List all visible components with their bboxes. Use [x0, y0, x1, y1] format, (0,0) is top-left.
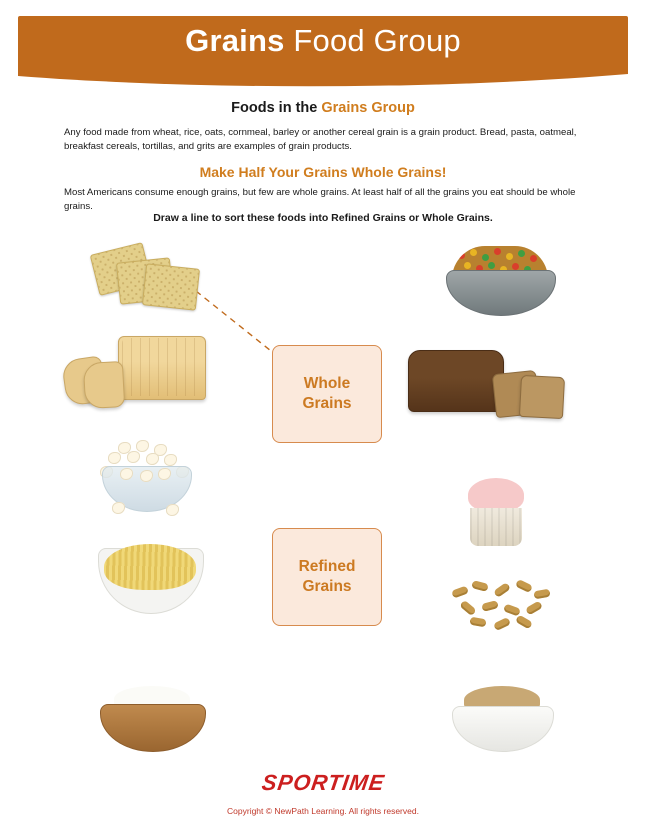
- rotini-piece: [451, 586, 469, 599]
- food-image-whole-grain-crackers[interactable]: [88, 244, 203, 306]
- cupcake-wrapper-pleats: [470, 508, 522, 546]
- category-box-refined-grains[interactable]: [272, 528, 382, 626]
- food-image-bowl-of-brown-rice[interactable]: [452, 686, 552, 752]
- cereal-piece: [506, 253, 513, 260]
- sportime-logo-text: SPORTIME: [260, 770, 387, 795]
- cereal-piece: [482, 254, 489, 261]
- activity-instruction: Draw a line to sort these foods into Refined Grains or Whole Grains.: [153, 212, 493, 224]
- popcorn-kernel: [112, 502, 125, 514]
- white-bowl: [452, 706, 554, 752]
- cereal-piece: [470, 249, 477, 256]
- rotini-piece: [469, 617, 486, 628]
- bread-slice: [83, 361, 125, 409]
- category-refined-label-line2: Grains: [302, 578, 352, 595]
- food-image-bowl-of-white-rice[interactable]: [100, 686, 204, 752]
- foods-heading-plain: Foods in the: [231, 100, 322, 116]
- popcorn-kernel: [136, 440, 149, 452]
- cereal-piece: [512, 263, 519, 270]
- page-header: [0, 0, 646, 92]
- rotini-piece: [493, 617, 511, 631]
- page-title-light: Food Group: [284, 23, 461, 58]
- rotini-piece: [459, 600, 476, 616]
- cracker-piece: [142, 263, 200, 310]
- cupcake-frosting: [468, 478, 524, 512]
- food-image-whole-wheat-bread-loaf[interactable]: [408, 344, 568, 430]
- rotini-piece: [493, 582, 511, 598]
- food-image-bowl-of-popcorn[interactable]: [96, 440, 200, 520]
- cereal-piece: [530, 255, 537, 262]
- category-refined-label-line1: Refined: [298, 558, 356, 575]
- foods-paragraph: Any food made from wheat, rice, oats, cornmeal, barley or another cereal grain is a grain product. Bread, pasta, oatmeal, breakfast cereals, tortillas, and grits are examples of grain products.: [64, 127, 577, 152]
- popcorn-kernel: [146, 453, 159, 465]
- wheat-loaf: [408, 350, 504, 412]
- foods-heading-accent: Grains Group: [321, 100, 415, 116]
- page-title-bold: Grains: [185, 23, 285, 58]
- cereal-piece: [458, 252, 465, 259]
- rotini-piece: [515, 579, 533, 593]
- rotini-piece: [503, 604, 521, 617]
- wooden-bowl: [100, 704, 206, 752]
- bread-slice-lines: [122, 338, 200, 396]
- cereal-piece: [494, 248, 501, 255]
- food-image-bowl-of-colorful-cereal[interactable]: [442, 244, 558, 316]
- gray-bowl: [446, 270, 556, 316]
- popcorn-kernel: [108, 452, 121, 464]
- sportime-logo: [0, 770, 646, 796]
- half-grains-heading: Make Half Your Grains Whole Grains!: [199, 164, 447, 180]
- popcorn-kernel: [127, 451, 140, 463]
- page-title: [0, 22, 646, 60]
- category-whole-label-line1: Whole: [303, 375, 351, 392]
- category-whole-label-line2: Grains: [302, 395, 352, 412]
- food-image-whole-wheat-rotini-pasta[interactable]: [446, 578, 558, 638]
- copyright-notice: Copyright © NewPath Learning. All rights reserved.: [227, 806, 419, 816]
- rotini-piece: [533, 589, 550, 600]
- food-image-bowl-of-egg-noodles[interactable]: [98, 540, 202, 618]
- cereal-piece: [464, 262, 471, 269]
- foods-heading: [0, 100, 646, 116]
- rotini-piece: [471, 580, 489, 592]
- noodle-mound: [104, 544, 196, 590]
- popcorn-kernel: [164, 454, 177, 466]
- popcorn-kernel: [166, 504, 179, 516]
- cereal-piece: [488, 262, 495, 269]
- cereal-piece: [518, 250, 525, 257]
- rotini-piece: [481, 600, 499, 612]
- food-image-frosted-cupcake[interactable]: [460, 478, 532, 550]
- wheat-bread-slice: [519, 375, 565, 419]
- rotini-piece: [515, 615, 533, 630]
- food-image-sliced-white-bread-loaf[interactable]: [62, 332, 212, 418]
- rotini-piece: [525, 601, 543, 616]
- header-swoosh: [18, 60, 628, 90]
- half-grains-paragraph: Most Americans consume enough grains, but few are whole grains. At least half of all the grains you eat should be whole grains.: [64, 187, 576, 212]
- category-box-whole-grains[interactable]: [272, 345, 382, 443]
